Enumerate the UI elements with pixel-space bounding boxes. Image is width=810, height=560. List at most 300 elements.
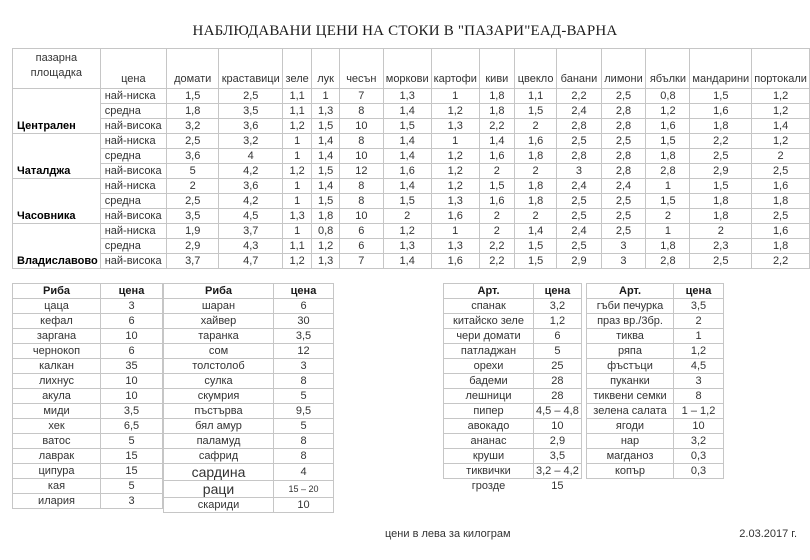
fish-row [164, 498, 334, 513]
price-cell: 2,2 [690, 134, 752, 149]
fish-row [13, 314, 163, 329]
article-name: тиквени семки [587, 389, 674, 404]
price-row [13, 119, 810, 134]
fish-price: 3 [101, 299, 163, 314]
price-cell: 2,5 [166, 134, 218, 149]
price-cell: 1,3 [431, 119, 479, 134]
price-cell: 1,8 [514, 179, 557, 194]
fish-table-2 [163, 283, 334, 513]
price-cell: 1,2 [383, 224, 431, 239]
market-site-header-line2: площадка [30, 67, 83, 79]
price-level-label: най-висока [100, 119, 166, 134]
price-cell: 1,2 [431, 149, 479, 164]
article-name: китайско зеле [444, 314, 534, 329]
product-header: киви [479, 49, 514, 89]
price-cell: 1,1 [283, 239, 312, 254]
price-cell: 2,9 [557, 254, 601, 269]
price-cell: 1,6 [479, 149, 514, 164]
market-site-header [13, 49, 101, 89]
price-cell: 1,2 [752, 89, 810, 104]
price-cell: 1,2 [312, 239, 340, 254]
fish-price: 3 [274, 359, 334, 374]
price-cell: 2,5 [752, 209, 810, 224]
article-header-row [444, 284, 582, 299]
article-row [587, 374, 724, 389]
product-header: ябълки [646, 49, 690, 89]
price-cell: 2,8 [601, 104, 646, 119]
fish-name: акула [13, 389, 101, 404]
price-cell: 1,4 [312, 179, 340, 194]
price-cell: 2 [514, 119, 557, 134]
product-header: картофи [431, 49, 479, 89]
article-name: магданоз [587, 449, 674, 464]
article-name: пуканки [587, 374, 674, 389]
price-cell: 2 [479, 164, 514, 179]
fish-row [13, 404, 163, 419]
fish-price: 10 [101, 374, 163, 389]
price-cell: 2,2 [557, 89, 601, 104]
article-name: круши [444, 449, 534, 464]
fish-price: 8 [274, 449, 334, 464]
price-cell: 1,8 [690, 194, 752, 209]
fish-name: кефал [13, 314, 101, 329]
price-cell: 1,5 [514, 239, 557, 254]
price-cell: 2 [383, 209, 431, 224]
fish-name: чернокоп [13, 344, 101, 359]
price-row [13, 254, 810, 269]
price-cell: 1,8 [690, 119, 752, 134]
price-cell: 2,8 [646, 164, 690, 179]
article-price: 25 [534, 359, 582, 374]
price-row [13, 134, 810, 149]
product-header: зеле [283, 49, 312, 89]
fish-name: ватос [13, 434, 101, 449]
price-cell: 1,8 [646, 239, 690, 254]
price-cell: 1,4 [312, 149, 340, 164]
article-price: 10 [534, 419, 582, 434]
price-cell: 1 [312, 89, 340, 104]
fish-price: 6 [101, 314, 163, 329]
article-row [444, 389, 582, 404]
fish-price: 15 [101, 449, 163, 464]
price-cell: 1,3 [312, 254, 340, 269]
fish-row [164, 389, 334, 404]
price-cell: 1,2 [431, 179, 479, 194]
units-note: цени в лева за килограм [385, 528, 511, 540]
fish-price: 30 [274, 314, 334, 329]
articles-table-2 [586, 283, 724, 479]
fish-row [13, 494, 163, 509]
fish-name: сафрид [164, 449, 274, 464]
article-row [587, 404, 724, 419]
price-cell: 3,5 [219, 104, 283, 119]
fish-price: 15 – 20 [274, 481, 334, 498]
price-row [13, 104, 810, 119]
price-cell: 5 [166, 164, 218, 179]
price-cell: 1,8 [312, 209, 340, 224]
price-cell: 4,5 [219, 209, 283, 224]
fish-price: 5 [101, 434, 163, 449]
market-name: Часовника [13, 179, 101, 224]
product-header: мандарини [690, 49, 752, 89]
price-cell: 1,2 [283, 164, 312, 179]
fish-name: шаран [164, 299, 274, 314]
price-cell: 3,7 [219, 224, 283, 239]
price-cell: 3,2 [166, 119, 218, 134]
price-cell: 1,2 [752, 134, 810, 149]
price-cell: 1,5 [312, 194, 340, 209]
fish-price: 12 [274, 344, 334, 359]
article-price: 0,3 [674, 449, 724, 464]
report-date: 2.03.2017 г. [739, 528, 797, 540]
price-cell: 2,5 [690, 149, 752, 164]
article-price-header: цена [674, 284, 724, 299]
fish-row [13, 344, 163, 359]
article-row [587, 434, 724, 449]
price-cell: 1,5 [646, 134, 690, 149]
product-header: портокали [752, 49, 810, 89]
fish-price: 6,5 [101, 419, 163, 434]
article-name-header: Арт. [444, 284, 534, 299]
price-cell: 1,4 [752, 119, 810, 134]
fish-name: лаврак [13, 449, 101, 464]
article-name: авокадо [444, 419, 534, 434]
price-row [13, 164, 810, 179]
price-cell: 1,6 [690, 104, 752, 119]
price-cell: 1,8 [752, 239, 810, 254]
price-cell: 2 [166, 179, 218, 194]
price-cell: 0,8 [646, 89, 690, 104]
article-price: 6 [534, 329, 582, 344]
price-cell: 1,5 [312, 119, 340, 134]
price-cell: 1,5 [479, 179, 514, 194]
fish-row [13, 449, 163, 464]
fish-price: 6 [274, 299, 334, 314]
article-name-header: Арт. [587, 284, 674, 299]
price-cell: 8 [339, 179, 383, 194]
price-cell: 3 [601, 254, 646, 269]
fish-name-header: Риба [13, 284, 101, 299]
market-name: Владиславово [13, 224, 101, 269]
price-cell: 2,8 [646, 254, 690, 269]
fish-row [13, 374, 163, 389]
price-cell: 4,2 [219, 194, 283, 209]
price-cell: 2,9 [166, 239, 218, 254]
fish-name: пъстърва [164, 404, 274, 419]
price-row [13, 194, 810, 209]
price-cell: 3,6 [166, 149, 218, 164]
price-cell: 1,5 [514, 254, 557, 269]
price-level-label: най-ниска [100, 224, 166, 239]
price-column-header: цена [100, 49, 166, 89]
price-row [13, 209, 810, 224]
article-name: бадеми [444, 374, 534, 389]
price-cell: 4,7 [219, 254, 283, 269]
price-cell: 3 [557, 164, 601, 179]
price-cell: 1 [646, 224, 690, 239]
price-cell: 1,4 [383, 179, 431, 194]
fish-row [164, 434, 334, 449]
price-cell: 1,4 [312, 134, 340, 149]
fish-price: 9,5 [274, 404, 334, 419]
price-cell: 1,3 [283, 209, 312, 224]
article-name: лешници [444, 389, 534, 404]
fish-row [164, 329, 334, 344]
article-price: 3,5 [534, 449, 582, 464]
fish-name: цаца [13, 299, 101, 314]
fish-price: 4 [274, 464, 334, 481]
price-cell: 1,1 [283, 104, 312, 119]
article-name: грозде [471, 480, 506, 492]
product-header: лук [312, 49, 340, 89]
price-level-label: средна [100, 149, 166, 164]
price-cell: 10 [339, 209, 383, 224]
fish-price: 35 [101, 359, 163, 374]
fish-name: сардина [164, 464, 274, 481]
fish-price: 10 [274, 498, 334, 513]
price-cell: 8 [339, 134, 383, 149]
fish-row [164, 449, 334, 464]
price-cell: 2,5 [601, 89, 646, 104]
price-cell: 1,2 [283, 254, 312, 269]
article-name: чери домати [444, 329, 534, 344]
price-cell: 1,4 [514, 224, 557, 239]
price-cell: 1,5 [690, 179, 752, 194]
price-cell: 1,8 [752, 194, 810, 209]
price-cell: 2,9 [690, 164, 752, 179]
price-cell: 1,5 [646, 194, 690, 209]
fish-price: 5 [274, 389, 334, 404]
price-cell: 2 [479, 224, 514, 239]
price-cell: 1,5 [514, 104, 557, 119]
fish-name: илария [13, 494, 101, 509]
price-cell: 1,4 [383, 254, 431, 269]
price-cell: 1 [431, 89, 479, 104]
fish-name-header: Риба [164, 284, 274, 299]
price-cell: 1 [283, 149, 312, 164]
fish-row [13, 419, 163, 434]
article-price: 2 [674, 314, 724, 329]
fish-name: бял амур [164, 419, 274, 434]
fish-header-row [164, 284, 334, 299]
fish-row [164, 299, 334, 314]
price-cell: 1 [283, 134, 312, 149]
article-row [444, 479, 582, 494]
price-cell: 1,8 [479, 104, 514, 119]
price-cell: 1,8 [166, 104, 218, 119]
fish-price: 8 [274, 374, 334, 389]
price-cell: 2,5 [601, 209, 646, 224]
article-row [587, 314, 724, 329]
price-cell: 2,2 [752, 254, 810, 269]
fish-row [164, 359, 334, 374]
price-level-label: средна [100, 104, 166, 119]
fish-row [164, 314, 334, 329]
article-name: нар [587, 434, 674, 449]
price-level-label: най-висока [100, 254, 166, 269]
article-name: спанак [444, 299, 534, 314]
price-cell: 1,6 [752, 224, 810, 239]
article-row [587, 419, 724, 434]
fish-name: толстолоб [164, 359, 274, 374]
product-header: краставици [219, 49, 283, 89]
price-cell: 2,5 [690, 254, 752, 269]
price-cell: 10 [339, 149, 383, 164]
price-cell: 2,4 [557, 224, 601, 239]
price-row [13, 89, 810, 104]
price-cell: 1,2 [752, 104, 810, 119]
price-cell: 1,4 [479, 134, 514, 149]
article-row [444, 419, 582, 434]
main-header-row [13, 49, 810, 89]
article-price: 1,2 [534, 314, 582, 329]
article-name: праз вр./3бр. [587, 314, 674, 329]
fish-price: 10 [101, 389, 163, 404]
article-row [444, 449, 582, 464]
price-cell: 6 [339, 239, 383, 254]
price-cell: 1 [431, 224, 479, 239]
fish-price: 3,5 [101, 404, 163, 419]
price-cell: 2,5 [219, 89, 283, 104]
fish-row [13, 329, 163, 344]
price-cell: 2 [752, 149, 810, 164]
article-name: патладжан [444, 344, 534, 359]
fish-row [13, 359, 163, 374]
price-cell: 1,6 [479, 194, 514, 209]
price-cell: 2,5 [557, 134, 601, 149]
article-price: 3,2 [674, 434, 724, 449]
article-row [444, 374, 582, 389]
article-row [444, 299, 582, 314]
fish-name: кая [13, 479, 101, 494]
price-level-label: най-висока [100, 164, 166, 179]
fish-row [13, 299, 163, 314]
fish-name: ципура [13, 464, 101, 479]
fish-name: лихнус [13, 374, 101, 389]
article-row [444, 434, 582, 449]
price-cell: 1,6 [431, 254, 479, 269]
price-cell: 2,8 [601, 119, 646, 134]
price-cell: 1,3 [431, 194, 479, 209]
fish-name: калкан [13, 359, 101, 374]
price-level-label: най-ниска [100, 89, 166, 104]
price-cell: 1,2 [283, 119, 312, 134]
price-cell: 4,2 [219, 164, 283, 179]
price-cell: 1,1 [514, 89, 557, 104]
article-price: 4,5 [674, 359, 724, 374]
article-name: гъби печурка [587, 299, 674, 314]
price-cell: 2,5 [166, 194, 218, 209]
fish-name: таранка [164, 329, 274, 344]
article-row [444, 404, 582, 419]
article-row [444, 464, 582, 479]
price-cell: 1,5 [166, 89, 218, 104]
price-cell: 2,5 [557, 239, 601, 254]
article-price: 28 [534, 374, 582, 389]
price-cell: 3,6 [219, 119, 283, 134]
article-price: 1 – 1,2 [674, 404, 724, 419]
article-row [587, 329, 724, 344]
fish-row [13, 389, 163, 404]
article-name: ананас [444, 434, 534, 449]
article-price: 10 [674, 419, 724, 434]
price-cell: 1,3 [312, 104, 340, 119]
article-price: 2,9 [534, 434, 582, 449]
article-row [587, 344, 724, 359]
price-cell: 1,5 [383, 194, 431, 209]
article-name: копър [587, 464, 674, 479]
price-cell: 4,3 [219, 239, 283, 254]
price-cell: 1,6 [514, 134, 557, 149]
price-cell: 1,8 [690, 209, 752, 224]
page-title: НАБЛЮДАВАНИ ЦЕНИ НА СТОКИ В "ПАЗАРИ"ЕАД-ВАРНА [192, 23, 618, 39]
article-name: пипер [444, 404, 534, 419]
price-cell: 1 [431, 134, 479, 149]
price-cell: 1,6 [752, 179, 810, 194]
price-cell: 1,8 [514, 194, 557, 209]
price-cell: 2,8 [557, 119, 601, 134]
market-name: Централен [13, 89, 101, 134]
fish-price: 6 [101, 344, 163, 359]
article-price: 1 [674, 329, 724, 344]
article-row [587, 449, 724, 464]
price-cell: 1,6 [383, 164, 431, 179]
fish-row [164, 374, 334, 389]
fish-row [13, 464, 163, 479]
price-cell: 1 [283, 194, 312, 209]
price-cell: 2,5 [752, 164, 810, 179]
fish-row [164, 464, 334, 481]
price-cell: 1,8 [514, 149, 557, 164]
price-cell: 1 [646, 179, 690, 194]
article-row [587, 389, 724, 404]
price-cell: 2,8 [601, 149, 646, 164]
price-row [13, 239, 810, 254]
price-cell: 1,8 [479, 89, 514, 104]
price-cell: 2 [514, 209, 557, 224]
price-cell: 6 [339, 224, 383, 239]
article-name: орехи [444, 359, 534, 374]
price-cell: 1 [283, 224, 312, 239]
article-price: 15 [551, 480, 564, 492]
price-cell: 1,2 [646, 104, 690, 119]
price-cell: 1,6 [646, 119, 690, 134]
price-cell: 3,7 [166, 254, 218, 269]
price-cell: 8 [339, 104, 383, 119]
fish-row [164, 481, 334, 498]
fish-name: раци [164, 481, 274, 498]
article-price: 4,5 – 4,8 [534, 404, 582, 419]
fish-name: миди [13, 404, 101, 419]
article-price: 1,2 [674, 344, 724, 359]
price-row [13, 224, 810, 239]
price-level-label: средна [100, 194, 166, 209]
fish-price: 15 [101, 464, 163, 479]
price-row [13, 149, 810, 164]
price-cell: 3,6 [219, 179, 283, 194]
article-name: ряпа [587, 344, 674, 359]
price-cell: 1,3 [383, 89, 431, 104]
article-price: 3 [674, 374, 724, 389]
article-price: 5 [534, 344, 582, 359]
article-row [587, 359, 724, 374]
price-level-label: средна [100, 239, 166, 254]
price-cell: 7 [339, 89, 383, 104]
price-cell: 2 [479, 209, 514, 224]
price-cell: 8 [339, 194, 383, 209]
article-row [444, 329, 582, 344]
article-price-header: цена [534, 284, 582, 299]
